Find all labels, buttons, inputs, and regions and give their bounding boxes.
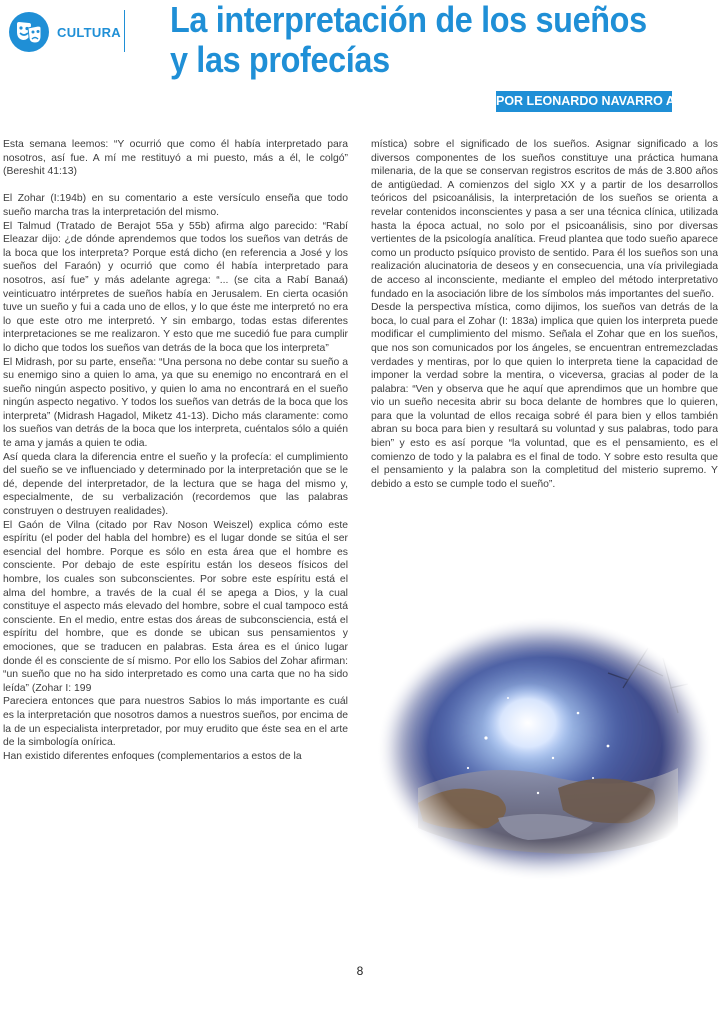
paragraph: Esta semana leemos: “Y ocurrió que como él había interpretado para nosotros, así fue. A mí me restituyó a mi puesto, más a él, le colgó” (Bereshit 41:13) [3,139,348,178]
article-right-column [371,138,718,491]
section-divider [124,10,125,52]
article-left-column [3,138,348,763]
section-tag [9,12,121,52]
dream-landscape-illustration [378,618,712,880]
paragraph: Desde la perspectiva mística, como dijimos, los sueños van detrás de la boca, lo cual para el Zohar (I: 183a) implica que quien los interpreta puede modificar el cumplimiento del mismo. Señala el Zohar que en los sueños, que nos son comunicados por los ángeles, se encuentran entremezcladas verdades y mentiras, por lo que quien lo interpreta tiene la capacidad de imponer la verdad sobre la mentira, o viceversa, gracias al poder de la palabra: “Ven y observa que he aquí que aprendimos que un hombre que vio un sueño necesita abrir su boca delante de hombres que lo quieren, para que la voluntad de ellos recaiga sobré él para bien y ellos también abran su boca para bien y resultará su voluntad y sus palabras, todo para bien” y esto es así porque “la voluntad, que es el pensamiento, es el comienzo de todo y la palabra es el final de todo. Y sobre esto resulta que el pensamiento y la palabra son la completitud del misterio supremo. Y debido a esto se cumple todo el sueño”. [371,302,718,490]
article-title [170,0,647,80]
author-byline: POR LEONARDO NAVARRO A. [496,91,672,112]
paragraph: Así queda clara la diferencia entre el sueño y la profecía: el cumplimiento del sueño se ve influenciado y determinado por la interpretación que se le dé, depende del interpretador, de la lectura que se haga del mismo y, especialmente, de su verbalización (recordemos que las palabras construyen o destruyen realidades). [3,451,348,518]
theater-masks-icon [9,12,49,52]
page-number: 8 [356,964,364,978]
article-title-line-2: y las profecías [170,39,390,80]
paragraph: El Gaón de Vilna (citado por Rav Noson Weiszel) explica cómo este espíritu (el poder del habla del hombre) es el lugar donde se sitúa el ser esencial del hombre. Porque es sólo en esta área que el hombre es consciente. Por debajo de este espíritu están los deseos físicos del hombre, los cuales son subconscientes. Por sobre este espíritu está el alma del hombre, a través de la cual él se apega a Dios, y la cual constituye el aspecto más elevado del hombre, sobre el cual tampoco está consciente. En el medio, entre estas dos áreas de subconsciencia, está el espíritu del hombre, que es donde se ubican sus pensamientos y emociones, que se traducen en palabras. Esta área es el único lugar donde él es consciente de sí mismo. Por ello los Sabios del Zohar afirman: “un sueño que no ha sido interpretado es como una carta que no ha sido leída” (Zohar I: 199 [3,519,348,694]
paragraph: mística) sobre el significado de los sueños. Asignar significado a los diversos componentes de los sueños constituye una práctica humana milenaria, de la que se conservan registros escritos de más de 3.800 años de antigüedad. A comienzos del siglo XX y a partir de los desarrollos teóricos del psicoanálisis, la interpretación de los sueños se orienta a revelar contenidos inconscientes y pasa a ser una técnica clínica, utilizada hasta la época actual, no solo por el psicoanálisis, sino por diversas vertientes de la psicología analítica. Freud plantea que todo sueño aparece como un producto psíquico provisto de sentido. Para él los sueños son una realización alucinatoria de deseos y en consecuencia, una vía privilegiada de acceso al inconsciente, mediante el empleo del método interpretativo fundado en la asociación libre de los símbolos más importantes del sueño. [371,139,718,300]
paragraph: El Midrash, por su parte, enseña: “Una persona no debe contar su sueño a su enemigo sino a quien lo ama, ya que su enemigo no encontrará en el sueño ningún aspecto positivo, y quien lo ama no encontrará en el sueño ningún aspecto negativo. Y todos los sueños van detrás de la boca que los interpreta” (Midrash Hagadol, Miketz 41-13). Dicho más claramente: como los sueños van detrás de la boca que los interpreta, cuéntalos sólo a quién te ama y jamás a quien te odia. [3,356,348,450]
paragraph: El Talmud (Tratado de Berajot 55a y 55b) afirma algo parecido: “Rabí Eleazar dijo: ¿de dónde aprendemos que todos los sueños van detrás de la boca que los interpreta? Porque está dicho (en referencia a José y los sueños del Faraón) y ocurrió que como él había interpretado para nosotros, así fue” y más adelante agrega: “... (se cita a Rabí Banaá) veinticuatro intérpretes de sueños había en Jerusalem. En cierta ocasión tuve un sueño y fui a cada uno de ellos, y lo que éste me interpretó no era lo que este otro me interpretó. Y sin embargo, todas estas diferentes interpretaciones se me realizaron. Y esto que me sucedió fue para cumplir lo dicho que todos los sueños van detrás de la boca que los interpreta” [3,220,348,354]
paragraph: El Zohar (I:194b) en su comentario a este versículo enseña que todo sueño marcha tras la interpretación del mismo. [3,193,348,218]
article-title-line-1: La interpretación de los sueños [170,0,647,40]
paragraph: Pareciera entonces que para nuestros Sabios lo más importante es cuál es la interpretación que nosotros damos a nuestros sueños, por encima de la de un especialista interpretador, por muy erudito que éste sea en el arte de la simbología onírica. [3,696,348,749]
section-label: CULTURA [57,24,121,40]
paragraph: Han existido diferentes enfoques (complementarios a estos de la [3,750,302,762]
